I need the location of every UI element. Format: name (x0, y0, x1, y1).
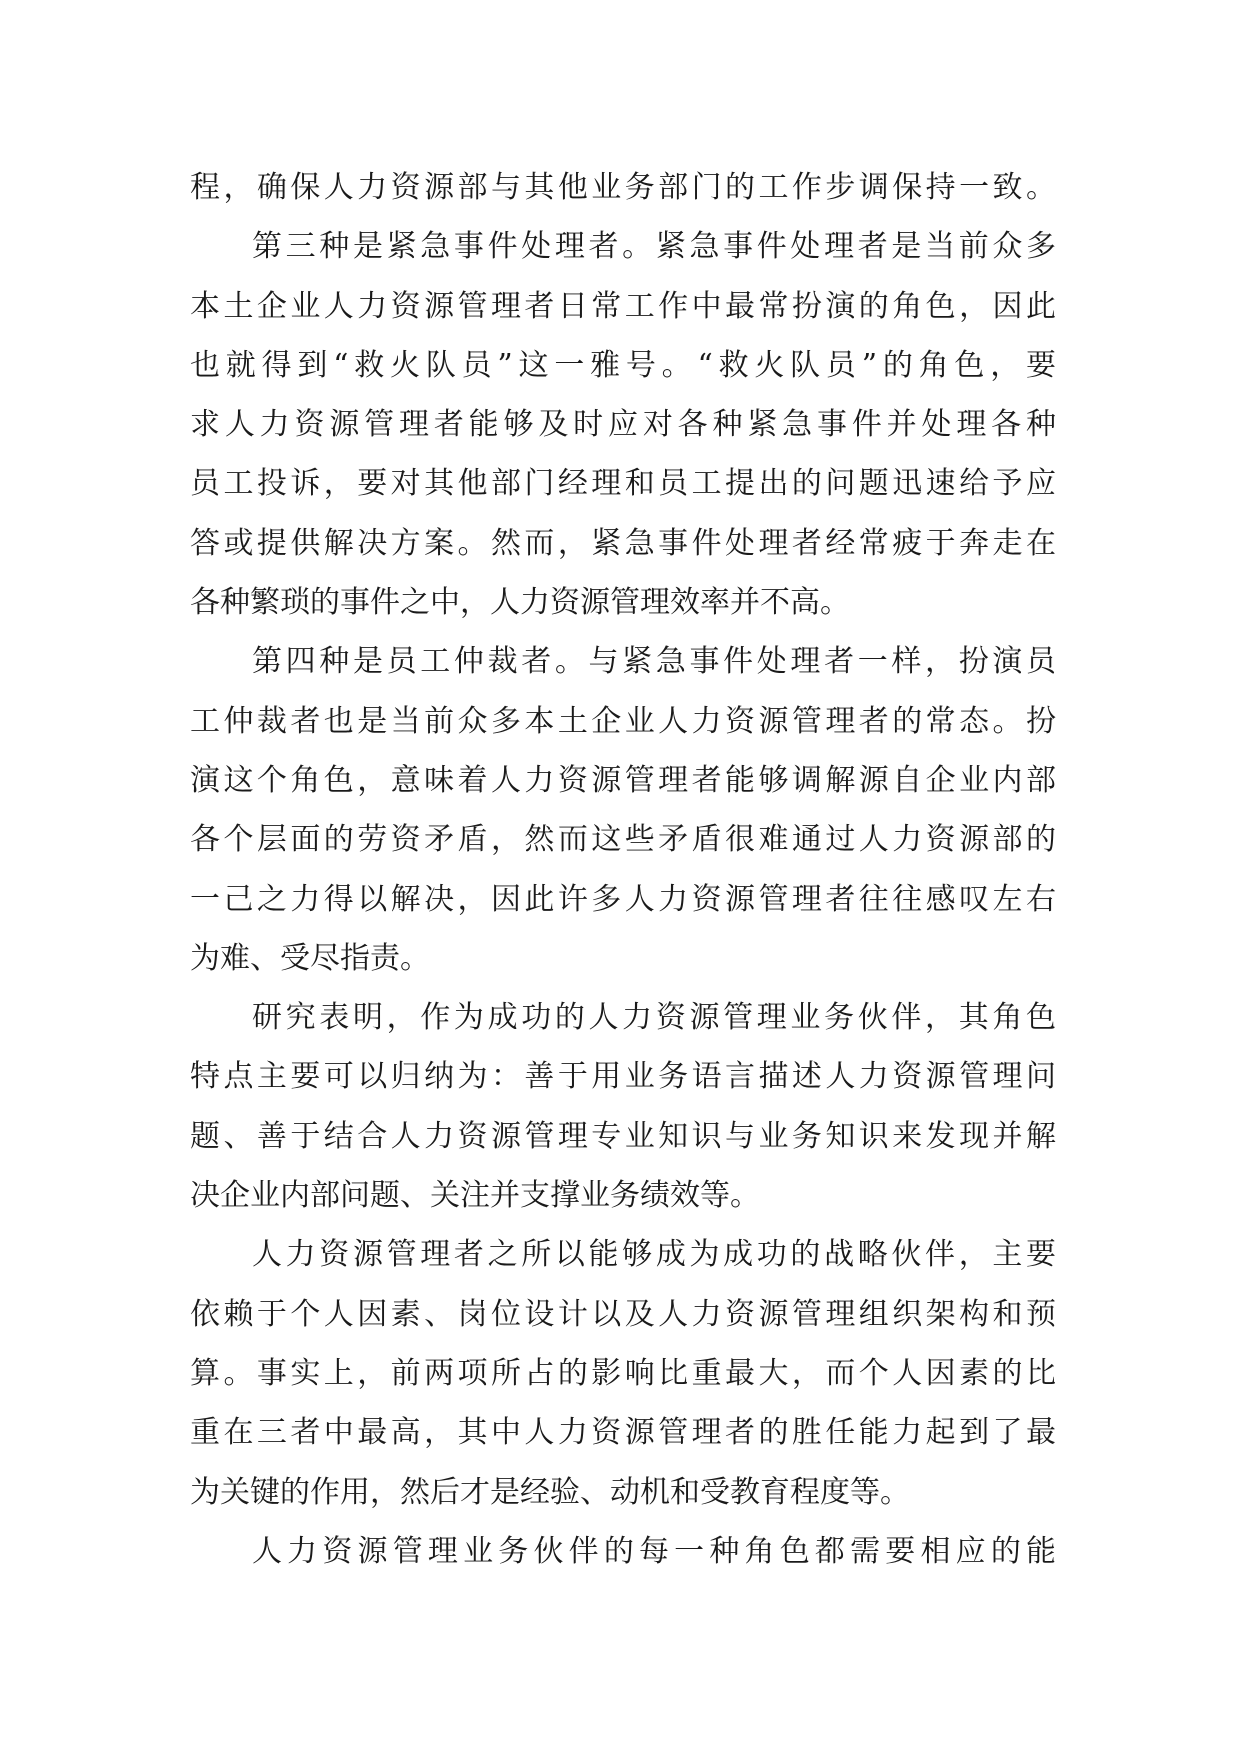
text-line: 程，确保人力资源部与其他业务部门的工作步调保持一致。 (190, 170, 1056, 205)
text-line: 为难、受尽指责。 (190, 940, 430, 976)
text-line: 为关键的作用，然后才是经验、动机和受教育程度等。 (190, 1474, 910, 1510)
text-line: 算。事实上，前两项所占的影响比重最大，而个人因素的比 (190, 1355, 1056, 1391)
text-line: 人力资源管理者之所以能够成为成功的战略伙伴，主要 (252, 1237, 1056, 1273)
text-line: 第四种是员工仲裁者。与紧急事件处理者一样，扮演员 (252, 644, 1056, 680)
text-line: 研究表明，作为成功的人力资源管理业务伙伴，其角色 (252, 1000, 1056, 1036)
text-line: 人力资源管理业务伙伴的每一种角色都需要相应的能 (252, 1533, 1056, 1569)
document-body (190, 158, 1056, 1581)
text-line: 题、善于结合人力资源管理专业知识与业务知识来发现并解 (190, 1118, 1056, 1154)
text-line: 工仲裁者也是当前众多本土企业人力资源管理者的常态。扮 (190, 703, 1056, 739)
text-line: 本土企业人力资源管理者日常工作中最常扮演的角色，因此 (190, 288, 1056, 324)
text-line: 依赖于个人因素、岗位设计以及人力资源管理组织架构和预 (190, 1296, 1056, 1332)
text-line: 演这个角色，意味着人力资源管理者能够调解源自企业内部 (190, 762, 1056, 798)
text-line: 各种繁琐的事件之中，人力资源管理效率并不高。 (190, 585, 850, 621)
text-line: 重在三者中最高，其中人力资源管理者的胜任能力起到了最 (190, 1415, 1056, 1451)
text-line: 也就得到“救火队员”这一雅号。“救火队员”的角色，要 (190, 347, 1056, 383)
text-line: 求人力资源管理者能够及时应对各种紧急事件并处理各种 (190, 407, 1056, 443)
text-line: 员工投诉，要对其他部门经理和员工提出的问题迅速给予应 (190, 466, 1056, 502)
text-line: 特点主要可以归纳为：善于用业务语言描述人力资源管理问 (190, 1059, 1056, 1095)
text-line: 第三种是紧急事件处理者。紧急事件处理者是当前众多 (252, 229, 1056, 265)
text-line: 各个层面的劳资矛盾，然而这些矛盾很难通过人力资源部的 (190, 822, 1056, 858)
text-line: 一己之力得以解决，因此许多人力资源管理者往往感叹左右 (190, 881, 1056, 917)
text-line: 决企业内部问题、关注并支撑业务绩效等。 (190, 1178, 760, 1214)
text-line: 答或提供解决方案。然而，紧急事件处理者经常疲于奔走在 (190, 525, 1056, 561)
